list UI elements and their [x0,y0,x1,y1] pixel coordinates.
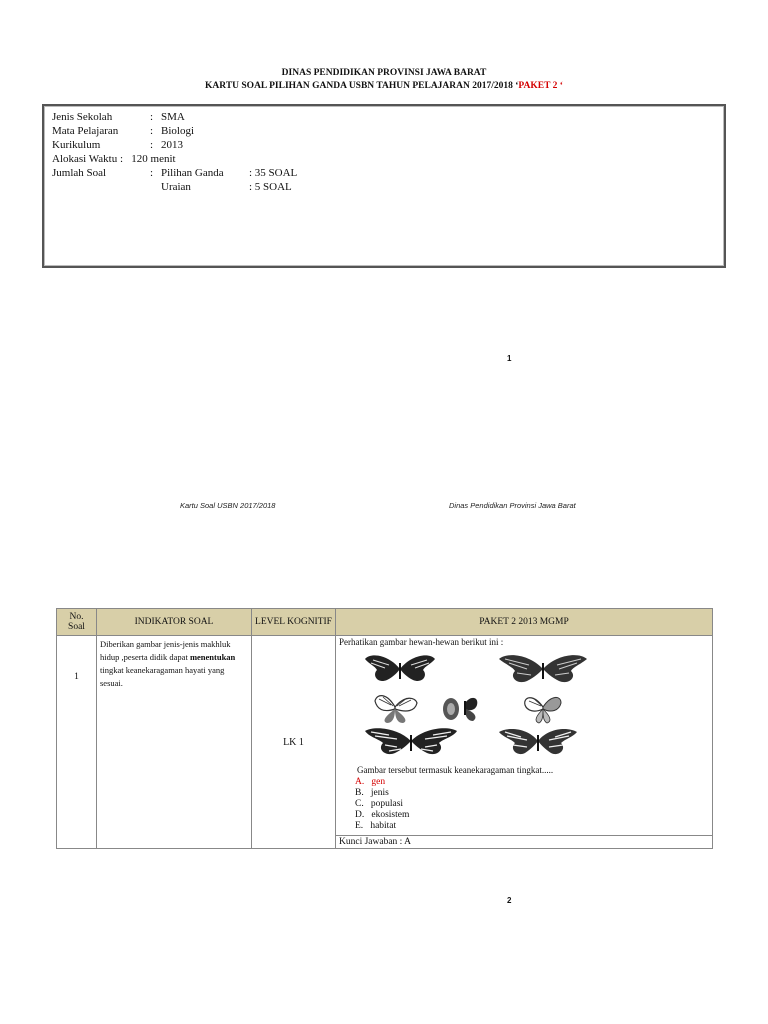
question-cell [336,636,713,836]
option-a: A. gen [355,777,386,787]
colon: : [150,125,154,137]
table-header-row [57,609,713,636]
paket-label: PAKET 2 [518,81,558,91]
option-b: B. jenis [355,788,389,798]
header-line-1: DINAS PENDIDIKAN PROVINSI JAWA BARAT [281,68,487,78]
butterfly-icon [497,727,579,759]
jumlah-soal-label: Jumlah Soal [52,167,107,179]
row-number: 1 [57,636,97,849]
butterfly-icon [373,691,419,725]
uraian-label: Uraian [161,181,191,193]
stimulus-text: Perhatikan gambar hewan-hewan berikut ini : [339,637,504,647]
uraian-value: : 5 SOAL [249,181,292,193]
header-line-2-text: KARTU SOAL PILIHAN GANDA USBN TAHUN PELAJARAN 2017/2018 ‘ [205,81,519,91]
colon: : [150,139,154,151]
indikator-part-1: Diberikan gambar jenis-jenis makhluk hidup ,peserta didik dapat [100,639,231,662]
answer-key: Kunci Jawaban : A [336,836,713,849]
kurikulum-value: 2013 [161,139,183,151]
indikator-bold: menentukan [189,652,236,662]
mata-pelajaran-label: Mata Pelajaran [52,125,119,137]
header-line-2 [0,81,768,91]
options-list [355,777,709,832]
indikator-text [97,636,252,849]
colon: : [150,167,154,179]
alokasi-waktu: Alokasi Waktu : 120 menit [52,153,176,165]
school-info-box [42,104,726,268]
butterfly-icon [363,653,437,687]
footer-right: Dinas Pendidikan Provinsi Jawa Barat [449,501,576,510]
page-number-1: 1 [507,354,512,363]
pilihan-ganda-label: Pilihan Ganda [161,167,224,179]
option-e: E. habitat [355,821,397,831]
indikator-part-2: tingkat keanekaragaman hayati yang sesuai. [100,665,225,688]
option-d: D. ekosistem [355,810,410,820]
table-row [57,636,713,836]
col-header-paket: PAKET 2 2013 MGMP [336,609,713,636]
col-header-level: LEVEL KOGNITIF [252,609,336,636]
butterfly-icon [437,691,487,725]
footer-left: Kartu Soal USBN 2017/2018 [180,501,276,510]
mata-pelajaran-value: Biologi [161,125,195,137]
kurikulum-label: Kurikulum [52,139,101,151]
butterfly-icon [521,691,565,725]
jenis-sekolah-label: Jenis Sekolah [52,111,113,123]
colon: : [150,111,154,123]
col-header-no: No. Soal [57,609,97,636]
level-kognitif: LK 1 [252,636,336,849]
butterflies-image [361,651,601,759]
butterfly-icon [497,653,589,687]
pilihan-ganda-value: : 35 SOAL [249,167,298,179]
jenis-sekolah-value: SMA [161,111,185,123]
page-number-2: 2 [507,896,512,905]
question-text: Gambar tersebut termasuk keanekaragaman tingkat..... [357,765,554,775]
question-table [56,608,713,849]
option-c: C. populasi [355,799,404,809]
butterfly-icon [363,727,459,759]
col-header-indikator: INDIKATOR SOAL [97,609,252,636]
paket-close: ‘ [557,81,563,91]
